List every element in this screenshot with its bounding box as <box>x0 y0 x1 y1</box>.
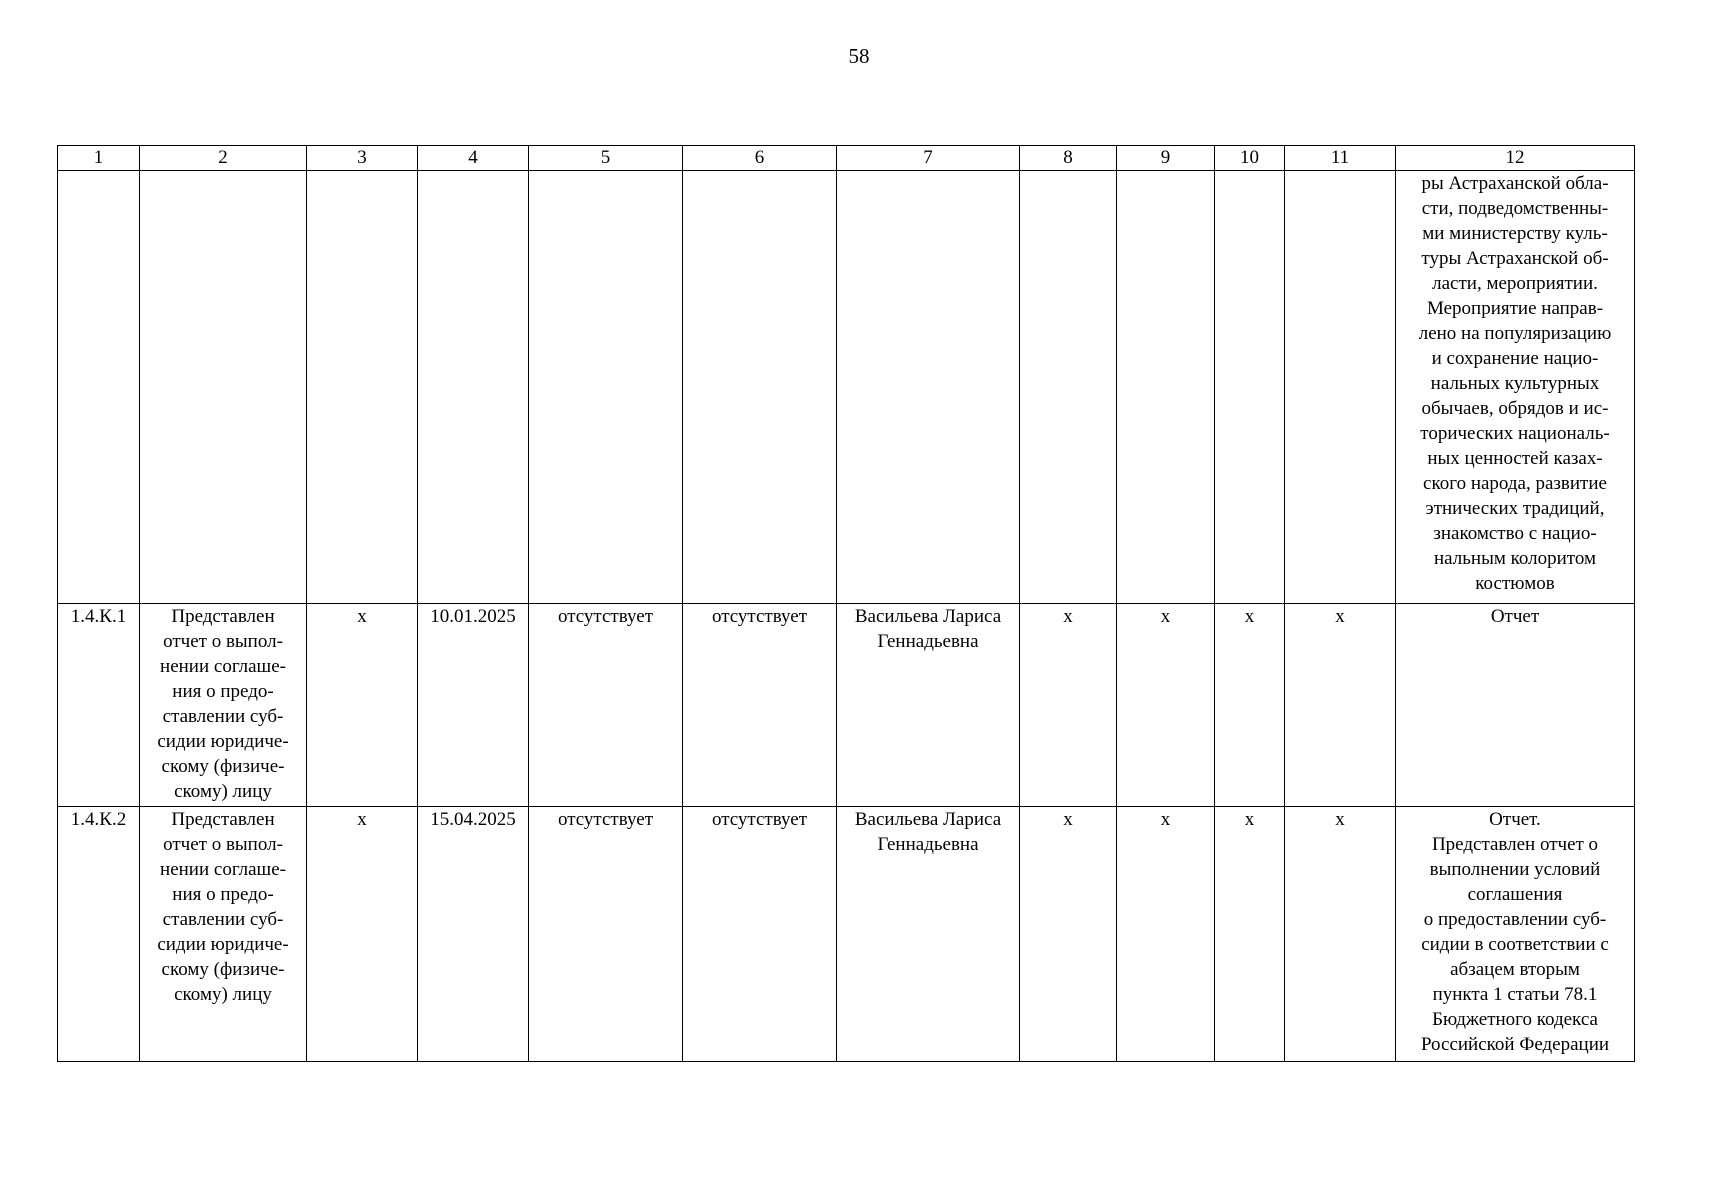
header-cell: 6 <box>683 146 837 171</box>
empty-cell <box>683 171 837 604</box>
row-number: 1.4.К.2 <box>58 807 140 1062</box>
date-cell: 10.01.2025 <box>418 604 529 807</box>
header-cell: 11 <box>1285 146 1396 171</box>
empty-cell <box>140 171 307 604</box>
header-cell: 12 <box>1396 146 1635 171</box>
event-description: Представлен отчет о выпол- нении соглаше- ния о предо- ставлении суб- сидии юридиче- скому (физиче- скому) лицу <box>157 809 289 1005</box>
header-row <box>58 146 1635 171</box>
continuation-text: ры Астраханской обла- сти, подведомственны- ми министерству куль- туры Астраханской об- ласти, мероприятии. Мероприятие направ- лено на популяризацию и сохранение нацио- нальных культурных обычаев, обрядов и ис- торических националь- ных ценностей казах- ского народа, развитие этнических традиций, знакомство с нацио- нальным колоритом костюмов <box>1418 173 1612 594</box>
table-row-continuation <box>58 171 1635 604</box>
cell-col-11: х <box>1285 807 1396 1062</box>
cell-col-3: х <box>307 807 418 1062</box>
header-cell: 3 <box>307 146 418 171</box>
header-cell: 5 <box>529 146 683 171</box>
header-cell: 10 <box>1215 146 1285 171</box>
empty-cell <box>307 171 418 604</box>
cell-col-8: х <box>1020 807 1117 1062</box>
event-description: Представлен отчет о выпол- нении соглаше- ния о предо- ставлении суб- сидии юридиче- скому (физиче- скому) лицу <box>157 606 289 802</box>
cell-col-5: отсутствует <box>529 604 683 807</box>
empty-cell <box>1020 171 1117 604</box>
responsible-person: Васильева Лариса Геннадьевна <box>854 809 1002 855</box>
responsible-person-cell <box>837 604 1020 807</box>
cell-col-6: отсутствует <box>683 604 837 807</box>
responsible-person: Васильева Лариса Геннадьевна <box>854 606 1002 652</box>
row-number: 1.4.К.1 <box>58 604 140 807</box>
header-cell: 4 <box>418 146 529 171</box>
header-cell: 7 <box>837 146 1020 171</box>
empty-cell <box>1285 171 1396 604</box>
cell-col-9: х <box>1117 604 1215 807</box>
empty-cell <box>837 171 1020 604</box>
responsible-person-cell <box>837 807 1020 1062</box>
header-cell: 1 <box>58 146 140 171</box>
cell-col-3: х <box>307 604 418 807</box>
empty-cell <box>1117 171 1215 604</box>
cell-col-5: отсутствует <box>529 807 683 1062</box>
header-cell: 2 <box>140 146 307 171</box>
cell-col-9: х <box>1117 807 1215 1062</box>
table-row <box>58 807 1635 1062</box>
date-cell: 15.04.2025 <box>418 807 529 1062</box>
empty-cell <box>1215 171 1285 604</box>
result-cell <box>1396 604 1635 807</box>
cell-col-10: х <box>1215 807 1285 1062</box>
cell-col-10: х <box>1215 604 1285 807</box>
empty-cell <box>58 171 140 604</box>
table-row <box>58 604 1635 807</box>
event-description-cell <box>140 604 307 807</box>
header-cell: 9 <box>1117 146 1215 171</box>
header-cell: 8 <box>1020 146 1117 171</box>
cell-col-6: отсутствует <box>683 807 837 1062</box>
result-text: Отчет. Представлен отчет о выполнении условий соглашения о предоставлении суб- сидии в соответствии с абзацем вторым пункта 1 статьи 78.1 Бюджетного кодекса Российской Федерации <box>1420 809 1610 1055</box>
report-table <box>57 145 1635 1062</box>
empty-cell <box>418 171 529 604</box>
result-cell <box>1396 807 1635 1062</box>
page-number: 58 <box>848 44 870 68</box>
result-text: Отчет <box>1490 606 1540 627</box>
empty-cell <box>529 171 683 604</box>
cell-col-11: х <box>1285 604 1396 807</box>
cell-col-8: х <box>1020 604 1117 807</box>
continuation-cell <box>1396 171 1635 604</box>
event-description-cell <box>140 807 307 1062</box>
